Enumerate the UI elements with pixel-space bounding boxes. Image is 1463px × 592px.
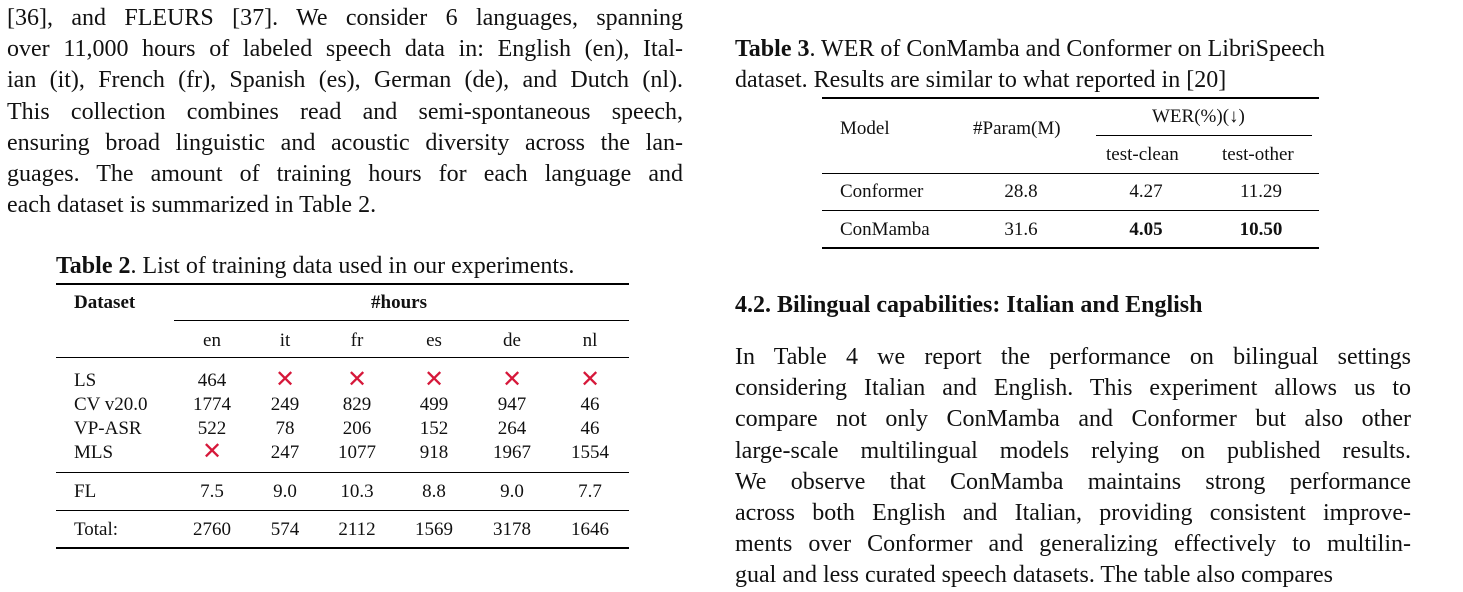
table3-header-param: #Param(M) [973,118,1061,139]
table3-caption [735,34,1325,96]
table3-cell-param: 31.6 [1004,219,1038,240]
table2-caption [56,251,574,282]
table2-header-dataset: Dataset [74,292,136,313]
paragraph-line: [36], and FLEURS [37]. We consider 6 languages, spanning [7,5,683,31]
table2-cell: 1774 [193,394,231,415]
table2-fl-rule [56,472,629,473]
section-heading: 4.2. Bilingual capabilities: Italian and English [735,292,1203,318]
paragraph-line: gual and less curated speech datasets. The table also compares [735,562,1333,589]
table2-dataset-name: LS [74,370,97,391]
table3-caption-text: . WER of ConMamba and Conformer on LibriSpeech [809,36,1325,62]
table2-cell: 7.7 [578,481,602,502]
table2-hours-rule [174,320,629,321]
table2-cell: 1967 [493,442,531,463]
table2-top-rule [56,283,629,285]
table3-cell-model: ConMamba [840,219,930,240]
table3-bottom-rule [822,247,1319,249]
table3-caption-label: Table 3 [735,36,810,62]
table3-top-rule [822,97,1319,99]
table2-header-rule [56,357,629,358]
table2-cell: 8.8 [422,481,446,502]
paragraph-line: ensuring broad linguistic and acoustic diversity across the lan- [7,129,683,156]
table2-header-hours: #hours [371,292,427,313]
table3-caption-line2: dataset. Results are similar to what reported in [20] [735,67,1227,93]
table2-cell: 574 [270,519,300,540]
cross-icon: ✕ [346,365,368,393]
paragraph-line: each dataset is summarized in Table 2. [7,192,377,219]
table2-bottom-rule [56,547,629,549]
table2-dataset-name: VP-ASR [74,418,142,439]
table2-cell: 206 [342,418,372,439]
table2-cell: 152 [419,418,449,439]
table2-total-rule [56,510,629,511]
paragraph-line: across both English and Italian, providing consistent improve- [735,499,1411,526]
paragraph-line: over 11,000 hours of labeled speech data in: English (en), Ital- [7,36,683,63]
table2-cell: 499 [419,394,449,415]
table2-cell: 249 [270,394,300,415]
table2-cell: 464 [197,370,227,391]
table2-cell: 1554 [571,442,609,463]
table2-caption-text: . List of training data used in our experiments. [130,253,575,279]
table2-lang-fr: fr [350,330,364,351]
table3-cell-param: 28.8 [1004,181,1038,202]
table2-dataset-name: CV v20.0 [74,394,148,415]
table2-cell: 247 [270,442,300,463]
table2-dataset-name: MLS [74,442,114,463]
table2-cell: 9.0 [273,481,297,502]
cross-icon: ✕ [201,437,223,465]
table2-cell: 829 [342,394,372,415]
paragraph-line: considering Italian and English. This experiment allows us to [735,375,1411,402]
table3-cell-other: 10.50 [1239,219,1283,240]
paragraph-line: ments over Conformer and generalizing effectively to multilin- [735,531,1411,558]
table2-cell: 10.3 [340,481,374,502]
table2-cell: 1569 [415,519,453,540]
table2-lang-es: es [426,330,442,351]
cross-icon: ✕ [274,365,296,393]
table3-header-model: Model [840,118,890,139]
table2-cell: 2760 [193,519,231,540]
table2-cell: 947 [497,394,527,415]
table2-cell: 522 [197,418,227,439]
table2-cell: 46 [580,394,600,415]
table2-cell: 1077 [338,442,376,463]
paragraph-line: guages. The amount of training hours for each language and [7,160,683,187]
table2-cell: 918 [419,442,449,463]
table2-cell: 1646 [571,519,609,540]
paragraph-line: large-scale multilingual models relying on published results. [735,437,1411,464]
table2-lang-en: en [203,330,221,351]
table3-header-rule [822,173,1319,174]
paragraph-line: In Table 4 we report the performance on bilingual settings [735,344,1411,370]
table2-lang-it: it [279,330,291,351]
table2-cell: 2112 [338,519,376,540]
table2-cell: 78 [275,418,295,439]
table3-cell-model: Conformer [840,181,924,202]
table2-cell: 46 [580,418,600,439]
paragraph-line: We observe that ConMamba maintains strong performance [735,468,1411,495]
paragraph-line: This collection combines read and semi-spontaneous speech, [7,98,683,125]
table2-lang-de: de [503,330,521,351]
right-paragraph [735,342,1411,592]
paragraph-bilingual [735,342,1411,592]
table3-cell-other: 11.29 [1239,181,1283,202]
cross-icon: ✕ [423,365,445,393]
table2-cell: 9.0 [500,481,524,502]
cross-icon: ✕ [501,365,523,393]
table3-cell-clean: 4.05 [1129,219,1163,240]
table3-wer-rule [1096,135,1312,136]
table3-header-other: test-other [1222,144,1294,165]
cross-icon: ✕ [579,365,601,393]
table2-cell: 3178 [493,519,531,540]
table2-caption-label: Table 2 [56,253,131,279]
paragraph-datasets [7,3,683,221]
table2-fl-row-name: FL [74,481,97,502]
table3-header-wer: WER(%)(↓) [1152,106,1245,127]
table3-row-rule [822,210,1319,211]
table2-total-row-name: Total: [74,519,119,540]
left-paragraph [7,3,683,221]
table2-lang-nl: nl [582,330,598,351]
table3-cell-clean: 4.27 [1129,181,1163,202]
table2-cell: 264 [497,418,527,439]
table3-caption-line1 [735,34,1325,65]
paragraph-line: ian (it), French (fr), Spanish (es), German (de), and Dutch (nl). [7,67,683,94]
paragraph-line: compare not only ConMamba and Conformer but also other [735,406,1411,433]
table3-header-clean: test-clean [1106,144,1179,165]
table2-cell: 7.5 [200,481,224,502]
